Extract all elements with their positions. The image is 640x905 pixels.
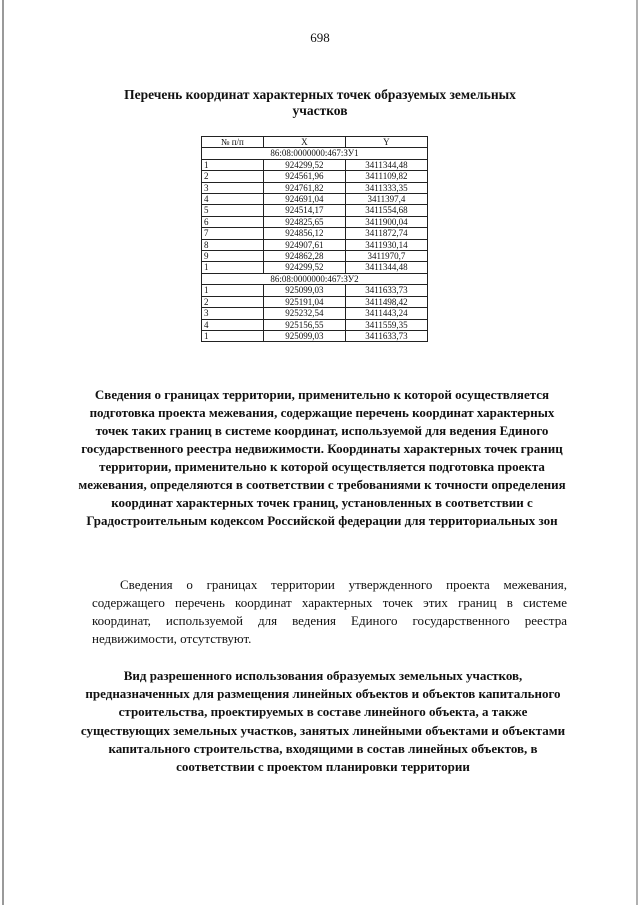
cell-x: 925099,03 [263, 330, 345, 341]
table-row [202, 171, 428, 182]
cell-x: 924299,52 [263, 262, 345, 273]
cell-y: 3411344,48 [345, 262, 427, 273]
table-row [202, 296, 428, 307]
page-number: 698 [310, 30, 330, 45]
cell-number: 1 [202, 159, 264, 170]
cell-y: 3411559,35 [345, 319, 427, 330]
scan-edge-left [2, 0, 4, 905]
cell-number: 3 [202, 182, 264, 193]
cell-x: 924299,52 [263, 159, 345, 170]
table-row [202, 262, 428, 273]
cell-number: 2 [202, 171, 264, 182]
cell-number: 1 [202, 285, 264, 296]
cell-number: 9 [202, 251, 264, 262]
cell-y: 3411930,14 [345, 239, 427, 250]
cell-x: 924691,04 [263, 194, 345, 205]
cell-x: 924514,17 [263, 205, 345, 216]
scan-edge-right [636, 0, 638, 905]
cell-x: 925099,03 [263, 285, 345, 296]
header-number: № п/п [202, 137, 264, 148]
table-row [202, 239, 428, 250]
table-header-row [202, 137, 428, 148]
cell-y: 3411970,7 [345, 251, 427, 262]
table-row [202, 182, 428, 193]
cell-number: 7 [202, 228, 264, 239]
cell-x: 925191,04 [263, 296, 345, 307]
header-x: X [263, 137, 345, 148]
header-y: Y [345, 137, 427, 148]
cell-y: 3411872,74 [345, 228, 427, 239]
cell-number: 5 [202, 205, 264, 216]
table-row [202, 319, 428, 330]
cell-number: 1 [202, 330, 264, 341]
cell-number: 4 [202, 194, 264, 205]
cell-x: 924825,65 [263, 216, 345, 227]
cell-x: 924761,82 [263, 182, 345, 193]
paragraph-boundaries-info: Сведения о границах территории утвержденного проекта межевания, содержащего перечень координат характерных точек этих границ в системе координат, используемой для ведения Единого государственного реестра недвижимости, отсутствуют. [92, 577, 567, 646]
section-header-row [202, 148, 428, 159]
table-row [202, 251, 428, 262]
cell-number: 3 [202, 308, 264, 319]
cell-x: 925156,55 [263, 319, 345, 330]
cell-x: 924862,28 [263, 251, 345, 262]
section-name: 86:08:0000000:467:ЗУ2 [202, 273, 428, 284]
cell-y: 3411109,82 [345, 171, 427, 182]
cell-number: 4 [202, 319, 264, 330]
cell-x: 924907,61 [263, 239, 345, 250]
cell-y: 3411633,73 [345, 285, 427, 296]
table-row [202, 330, 428, 341]
table-row [202, 228, 428, 239]
cell-number: 2 [202, 296, 264, 307]
table-row [202, 159, 428, 170]
table-row [202, 194, 428, 205]
section-header-row [202, 273, 428, 284]
heading-territory-boundaries: Сведения о границах территории, применительно к которой осуществляется подготовка проекта межевания, содержащие перечень координат характерных точек таких границ в системе координат, используемой для ведения Единого государственного реестра недвижимости. Координаты характерных точек границ территории, применительно к которой осуществляется подготовка проекта межевания, определяются в соответствии с требованиями к точности определения координат характерных точек границ, установленных в соответствии с Градостроительным кодексом Российской федерации для территориальных зон [78, 387, 566, 528]
cell-y: 3411633,73 [345, 330, 427, 341]
coordinates-table [201, 136, 428, 342]
table-row [202, 205, 428, 216]
cell-number: 6 [202, 216, 264, 227]
cell-y: 3411498,42 [345, 296, 427, 307]
document-title: Перечень координат характерных точек образуемых земельных участков [124, 87, 516, 118]
cell-y: 3411443,24 [345, 308, 427, 319]
cell-y: 3411333,35 [345, 182, 427, 193]
cell-x: 924561,96 [263, 171, 345, 182]
section-name: 86:08:0000000:467:ЗУ1 [202, 148, 428, 159]
table-body [202, 148, 428, 342]
heading-permitted-use: Вид разрешенного использования образуемых земельных участков, предназначенных для размещения линейных объектов и объектов капитального строительства, проектируемых в составе линейного объекта, а также существующих земельных участков, занятых линейными объектами и объектами капитального строительства, входящими в состав линейных объектов, в соответствии с проектом планировки территории [80, 668, 566, 775]
cell-y: 3411344,48 [345, 159, 427, 170]
cell-x: 925232,54 [263, 308, 345, 319]
cell-y: 3411397,4 [345, 194, 427, 205]
cell-y: 3411554,68 [345, 205, 427, 216]
table-row [202, 308, 428, 319]
cell-number: 8 [202, 239, 264, 250]
cell-y: 3411900,04 [345, 216, 427, 227]
table-row [202, 285, 428, 296]
cell-number: 1 [202, 262, 264, 273]
table-row [202, 216, 428, 227]
cell-x: 924856,12 [263, 228, 345, 239]
